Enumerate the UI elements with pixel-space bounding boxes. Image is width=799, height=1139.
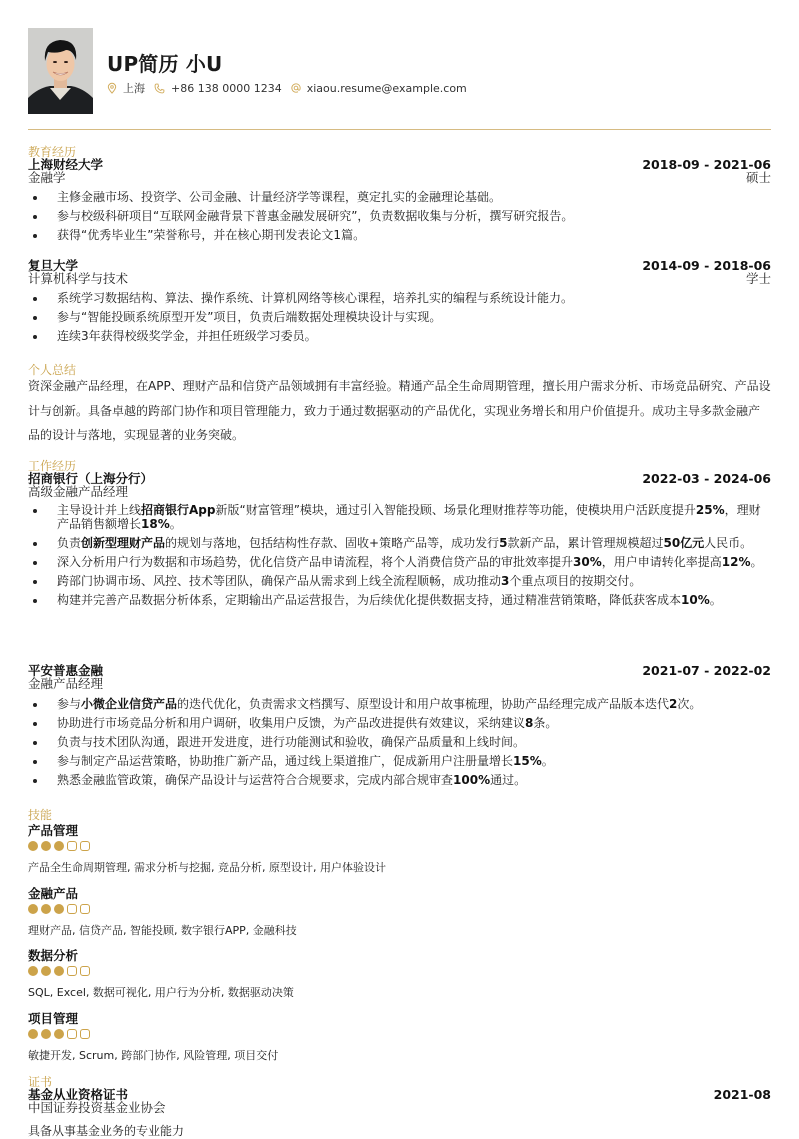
contact-location	[107, 80, 145, 96]
rating-dot-filled-icon	[54, 1029, 64, 1039]
education-school: 复旦大学	[28, 258, 79, 273]
location-text: 上海	[123, 82, 145, 95]
list-item: 协助进行市场竞品分析和用户调研，收集用户反馈，为产品改进提供有效建议，采纳建议8条。	[28, 717, 771, 731]
rating-dot-filled-icon	[54, 966, 64, 976]
certificate-description: 具备从事基金业务的专业能力	[28, 1124, 185, 1138]
section-title-education: 教育经历	[28, 145, 77, 159]
skill-level-rating	[28, 841, 93, 851]
list-item: 参与制定产品运营策略，协助推广新产品，通过线上渠道推广，促成新用户注册量增长15%。	[28, 755, 771, 769]
rating-dot-empty-icon	[80, 904, 90, 914]
list-item: 获得“优秀毕业生”荣誉称号，并在核心期刊发表论文1篇。	[28, 229, 771, 243]
skill-name: 金融产品	[28, 885, 79, 901]
skill-level-rating	[28, 904, 93, 914]
education-school: 上海财经大学	[28, 157, 104, 172]
list-item: 跨部门协调市场、风控、技术等团队，确保产品从需求到上线全流程顺畅，成功推动3个重点项目的按期交付。	[28, 575, 771, 589]
skill-level-rating	[28, 966, 93, 976]
list-item: 参与小微企业信贷产品的迭代优化，负责需求文档撰写、原型设计和用户故事梳理，协助产品经理完成产品版本迭代2次。	[28, 698, 771, 712]
education-degree: 学士	[745, 271, 771, 286]
avatar	[28, 28, 93, 114]
rating-dot-filled-icon	[28, 904, 38, 914]
education-major: 金融学	[28, 170, 66, 185]
rating-dot-filled-icon	[28, 841, 38, 851]
rating-dot-empty-icon	[67, 904, 77, 914]
skill-name: 数据分析	[28, 948, 79, 963]
skill-keywords: 敏捷开发, Scrum, 跨部门协作, 风险管理, 项目交付	[28, 1048, 279, 1062]
skill-keywords: SQL, Excel, 数据可视化, 用户行为分析, 数据驱动决策	[28, 986, 294, 999]
education-date: 2018-09 - 2021-06	[642, 157, 771, 172]
at-sign-icon	[291, 83, 301, 93]
skill-name: 项目管理	[28, 1010, 79, 1026]
list-item: 深入分析用户行为数据和市场趋势，优化信贷产品申请流程，将个人消费信贷产品的审批效率提升30%，用户申请转化率提高12%。	[28, 556, 771, 570]
contact-phone[interactable]	[154, 82, 282, 95]
rating-dot-empty-icon	[80, 1029, 90, 1039]
rating-dot-empty-icon	[80, 966, 90, 976]
rating-dot-empty-icon	[80, 841, 90, 851]
section-title-work: 工作经历	[28, 459, 77, 473]
list-item: 主导设计并上线招商银行App新版“财富管理”模块，通过引入智能投顾、场景化理财推荐等功能，使模块用户活跃度提升25%，理财产品销售额增长18%。	[28, 504, 771, 531]
list-item: 负责与技术团队沟通，跟进开发进度，进行功能测试和验收，确保产品质量和上线时间。	[28, 736, 771, 750]
certificate-name: 基金从业资格证书	[28, 1087, 129, 1102]
rating-dot-empty-icon	[67, 841, 77, 851]
candidate-name: UP简历 小U	[107, 52, 223, 76]
skill-keywords: 产品全生命周期管理, 需求分析与挖掘, 竞品分析, 原型设计, 用户体验设计	[28, 861, 386, 874]
work-position: 金融产品经理	[28, 676, 104, 691]
phone-icon	[154, 83, 165, 94]
list-item: 系统学习数据结构、算法、操作系统、计算机网络等核心课程，培养扎实的编程与系统设计能力。	[28, 292, 771, 306]
work-company: 招商银行（上海分行）	[28, 471, 154, 486]
rating-dot-filled-icon	[41, 904, 51, 914]
rating-dot-filled-icon	[41, 841, 51, 851]
education-degree: 硕士	[745, 170, 771, 185]
rating-dot-filled-icon	[28, 1029, 38, 1039]
list-item: 参与校级科研项目“互联网金融背景下普惠金融发展研究”，负责数据收集与分析，撰写研究报告。	[28, 210, 771, 224]
work-company: 平安普惠金融	[28, 663, 104, 678]
list-item: 连续3年获得校级奖学金，并担任班级学习委员。	[28, 330, 771, 344]
certificate-date: 2021-08	[713, 1087, 771, 1102]
education-bullets	[28, 292, 771, 349]
rating-dot-filled-icon	[54, 841, 64, 851]
rating-dot-filled-icon	[41, 966, 51, 976]
email-text: xiaou.resume@example.com	[306, 81, 467, 95]
education-major: 计算机科学与技术	[28, 271, 129, 286]
location-pin-icon	[107, 83, 117, 94]
rating-dot-empty-icon	[67, 966, 77, 976]
phone-text: +86 138 0000 1234	[171, 81, 282, 95]
rating-dot-filled-icon	[54, 904, 64, 914]
section-title-certificates: 证书	[28, 1075, 53, 1089]
contact-email[interactable]	[291, 82, 467, 95]
work-bullets	[28, 504, 771, 613]
summary-text: 资深金融产品经理，在APP、理财产品和信贷产品领域拥有丰富经验。精通产品全生命周期管理，擅长用户需求分析、市场竞品研究、产品设计与创新。具备卓越的跨部门协作和项目管理能力，致力于通过数据驱动的产品优化，实现业务增长和用户价值提升。成功主导多款金融产品的设计与落地，实现显著的业务突破。	[28, 379, 771, 442]
list-item: 主修金融市场、投资学、公司金融、计量经济学等课程，奠定扎实的金融理论基础。	[28, 191, 771, 205]
section-title-skills: 技能	[28, 808, 53, 822]
skill-level-rating	[28, 1029, 93, 1039]
education-bullets	[28, 191, 771, 248]
list-item: 构建并完善产品数据分析体系，定期输出产品运营报告，为后续优化提供数据支持，通过精准营销策略，降低获客成本10%。	[28, 594, 771, 608]
rating-dot-empty-icon	[67, 1029, 77, 1039]
skill-name: 产品管理	[28, 823, 79, 838]
list-item: 参与“智能投顾系统原型开发”项目，负责后端数据处理模块设计与实现。	[28, 311, 771, 325]
education-date: 2014-09 - 2018-06	[642, 258, 771, 273]
rating-dot-filled-icon	[41, 1029, 51, 1039]
list-item: 负责创新型理财产品的规划与落地，包括结构性存款、固收+策略产品等，成功发行5款新产品，累计管理规模超过50亿元人民币。	[28, 537, 771, 551]
rating-dot-filled-icon	[28, 966, 38, 976]
certificate-issuer: 中国证券投资基金业协会	[28, 1100, 166, 1115]
header-divider	[28, 129, 771, 130]
work-date: 2021-07 - 2022-02	[642, 663, 771, 678]
work-position: 高级金融产品经理	[28, 484, 129, 499]
work-date: 2022-03 - 2024-06	[642, 471, 771, 486]
resume-header	[28, 0, 771, 130]
section-title-summary: 个人总结	[28, 363, 77, 377]
resume-page	[28, 0, 771, 1138]
skill-keywords: 理财产品, 信贷产品, 智能投顾, 数字银行APP, 金融科技	[28, 923, 297, 937]
list-item: 熟悉金融监管政策，确保产品设计与运营符合合规要求，完成内部合规审查100%通过。	[28, 774, 771, 788]
contact-info	[107, 80, 476, 96]
work-bullets	[28, 698, 771, 793]
